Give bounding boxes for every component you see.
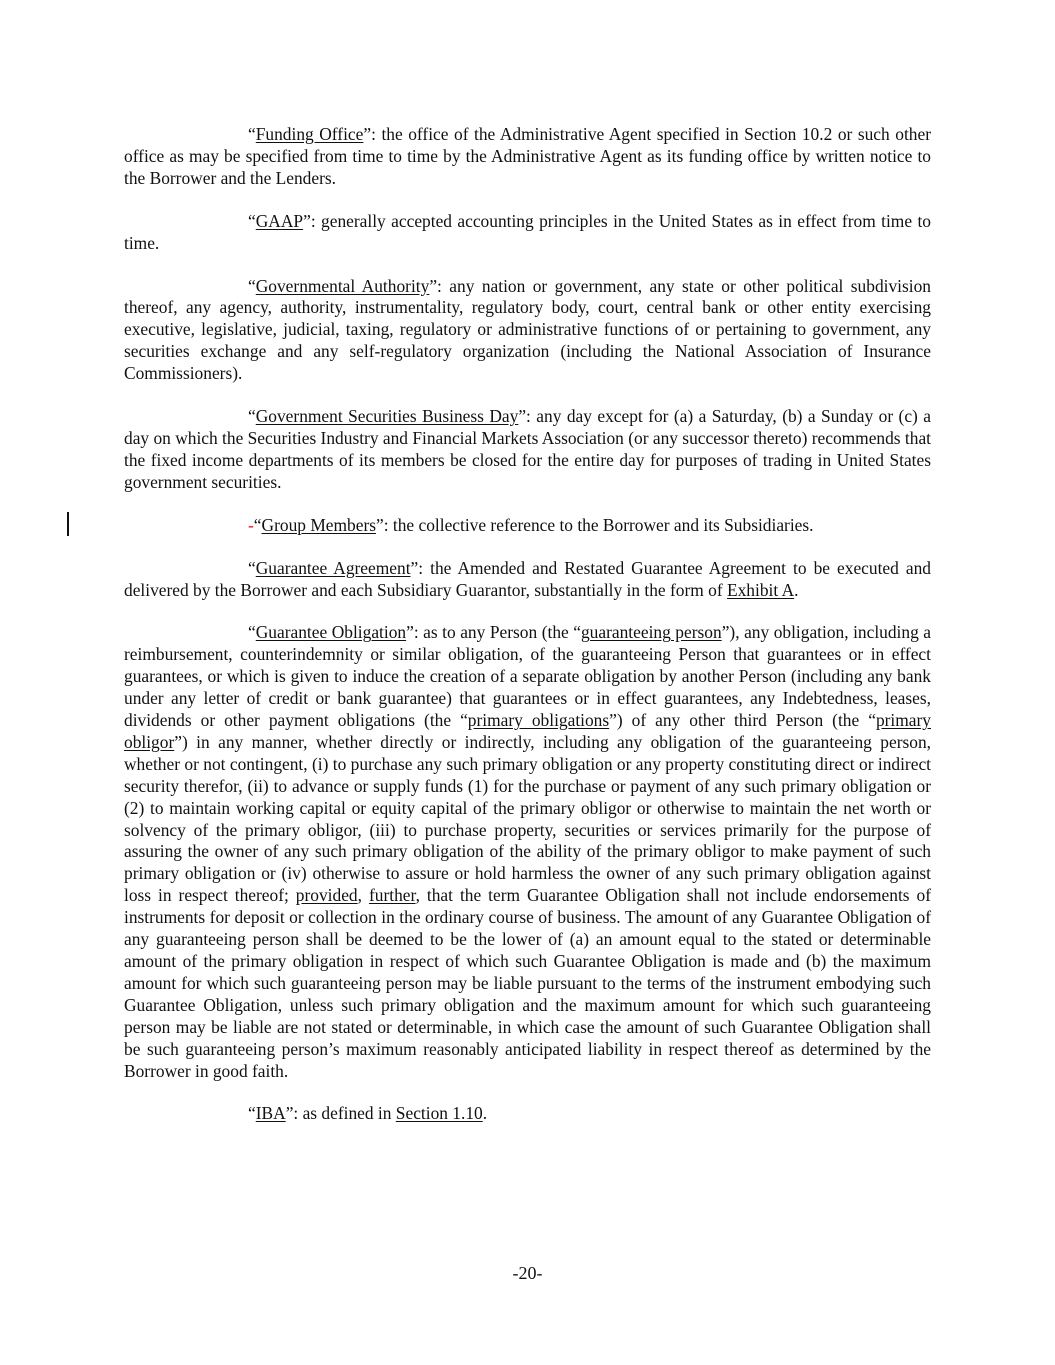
defined-term: IBA <box>255 1103 286 1124</box>
definition-governmental-authority: “Governmental Authority”: any nation or government, any state or other political subdivision thereof, any agency, authority, instrumentality, regulatory body, court, central bank or other entity exercising executive, legislative, judicial, taxing, regulatory or administrative functions of or pertaining to government, any securities exchange and any self-regulatory organization (including the National Association of Insurance Commissioners). <box>124 275 931 384</box>
definition-gaap: “GAAP”: generally accepted accounting principles in the United States as in effect from time to time. <box>124 210 931 253</box>
page-number: -20- <box>512 1263 543 1283</box>
defined-term: Funding Office <box>255 124 364 144</box>
section-reference: Section 1.10 <box>395 1103 483 1124</box>
defined-term: Group Members <box>261 514 376 535</box>
defined-term: Guarantee Agreement <box>255 557 411 578</box>
definition-iba: “IBA”: as defined in Section 1.10. <box>248 1103 488 1124</box>
proviso-further: further <box>368 885 416 906</box>
defined-term-primary-obligor: primary obligor <box>124 710 931 752</box>
definition-guarantee-agreement: “Guarantee Agreement”: the Amended and Restated Guarantee Agreement to be executed and delivered by the Borrower and each Subsidiary Guarantor, substantially in the form of Exhibit A. <box>124 557 931 600</box>
defined-term: Guarantee Obligation <box>255 622 407 643</box>
document-page <box>124 124 931 1125</box>
defined-term: Governmental Authority <box>255 275 430 296</box>
defined-term-primary-obligations: primary obligations <box>467 710 610 731</box>
redline-deletion-mark: - <box>248 514 254 535</box>
defined-term: Government Securities Business Day <box>255 406 519 427</box>
definition-guarantee-obligation: “Guarantee Obligation”: as to any Person (the “guaranteeing person”), any obligation, including a reimbursement, counterindemnity or similar obligation, of the guaranteeing Person that guarantees or in effect guarantees, or which is given to induce the creation of a separate obligation by another Person (including any bank under any letter of credit or bank guarantee) that guarantees or in effect guarantees, any Indebtedness, leases, dividends or other payment obligations (the “primary obligations”) of any other third Person (the “primary obligor”) in any manner, whether directly or indirectly, including any obligation of the guaranteeing person, whether or not contingent, (i) to purchase any such primary obligation or any property constituting direct or indirect security therefor, (ii) to advance or supply funds (1) for the purchase or payment of any such primary obligation or (2) to maintain working capital or equity capital of the primary obligor or otherwise to maintain the net worth or solvency of the primary obligor, (iii) to purchase property, securities or services primarily for the purpose of assuring the owner of any such primary obligation of the ability of the primary obligor to make payment of such primary obligation or (iv) otherwise to assure or hold harmless the owner of any such primary obligation against loss in respect thereof; provided, further, that the term Guarantee Obligation shall not include endorsements of instruments for deposit or collection in the ordinary course of business. The amount of any Guarantee Obligation of any guaranteeing person shall be deemed to be the lower of (a) an amount equal to the stated or determinable amount of the primary obligation in respect of which such Guarantee Obligation is made and (b) the maximum amount for which such guaranteeing person may be liable pursuant to the terms of the instrument embodying such Guarantee Obligation, unless such primary obligation and the maximum amount for which such guaranteeing person may be liable are not stated or determinable, in which case the amount of such Guarantee Obligation shall be such guaranteeing person’s maximum reasonably anticipated liability in respect thereof as determined by the Borrower in good faith. <box>124 622 932 1081</box>
revision-change-bar <box>67 512 69 536</box>
definition-government-securities-business-day: “Government Securities Business Day”: any day except for (a) a Saturday, (b) a Sunday or (c) a day on which the Securities Industry and Financial Markets Association (or any successor thereto) recommends that the fixed income departments of its members be closed for the entire day for purposes of trading in United States government securities. <box>124 406 931 492</box>
defined-term-guaranteeing-person: guaranteeing person <box>580 622 722 643</box>
exhibit-a-reference: Exhibit A <box>726 579 795 600</box>
definition-funding-office: “Funding Office”: the office of the Administrative Agent specified in Section 10.2 or such other office as may be specified from time to time by the Administrative Agent as its funding office by written notice to the Borrower and the Lenders. <box>124 124 931 188</box>
defined-term: GAAP <box>255 210 304 231</box>
proviso-provided: provided <box>295 885 358 906</box>
definition-group-members: -“Group Members”: the collective reference to the Borrower and its Subsidiaries. <box>248 514 814 535</box>
